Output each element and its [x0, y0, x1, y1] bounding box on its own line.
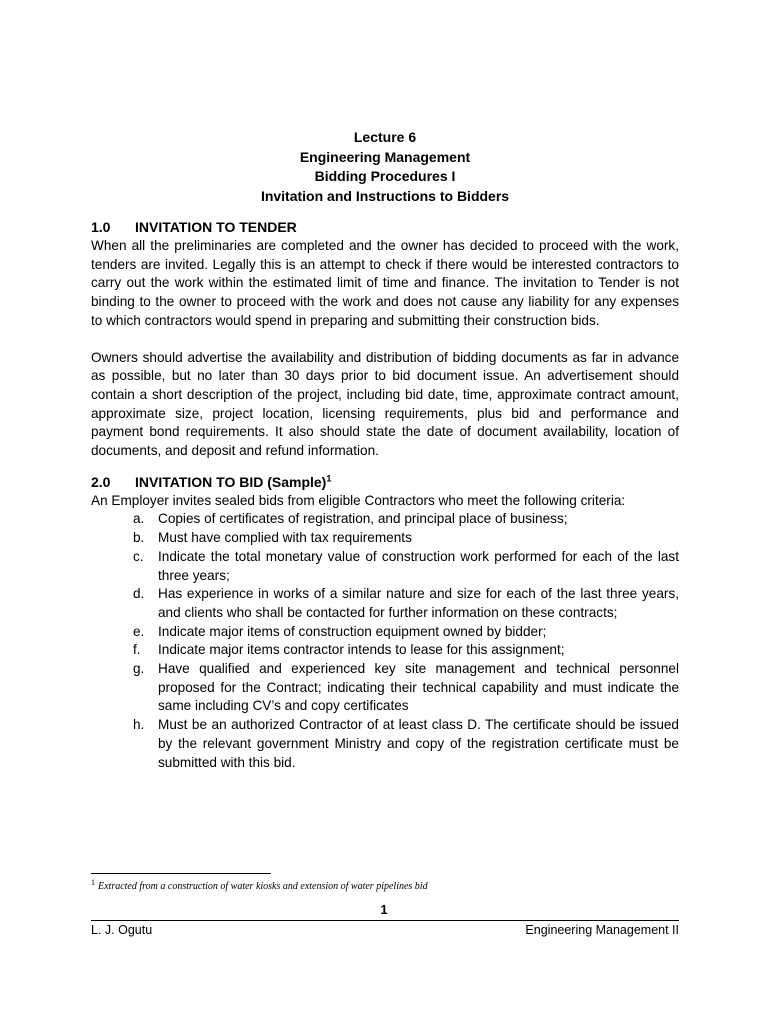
- list-item: [133, 585, 679, 622]
- list-item-text: Indicate major items contractor intends to lease for this assignment;: [158, 642, 565, 658]
- page-number: 1: [380, 902, 388, 917]
- list-item-text: Must have complied with tax requirements: [158, 530, 412, 546]
- lecture-number: Lecture 6: [353, 129, 417, 145]
- topic-title: Bidding Procedures I: [314, 168, 456, 184]
- course-title: Engineering Management: [299, 148, 471, 165]
- list-item-text: Indicate major items of construction equipment owned by bidder;: [158, 623, 547, 639]
- list-item-letter: a.: [133, 511, 145, 527]
- document-body: [91, 128, 679, 772]
- list-item-letter: c.: [133, 548, 144, 564]
- footnote-text: Extracted from a construction of water kiosks and extension of water pipelines bid: [98, 881, 428, 892]
- list-item-text: Copies of certificates of registration, and principal place of business;: [158, 511, 568, 527]
- section-1-heading: [91, 218, 679, 237]
- list-item: [133, 623, 679, 642]
- list-item-letter: g.: [133, 661, 145, 677]
- list-item-text: Have qualified and experienced key site management and technical personnel proposed for the Contract; indicating their technical capability and must indicate the same including CV’s and copy certificates: [158, 661, 679, 714]
- list-item-text: Has experience in works of a similar nature and size for each of the last three years, and clients who shall be contacted for further information on these contracts;: [158, 586, 679, 620]
- footer-divider: [91, 920, 679, 921]
- section-2-heading: [91, 473, 679, 492]
- list-item-letter: e.: [133, 623, 145, 639]
- criteria-list: [91, 510, 679, 772]
- section-2-intro: An Employer invites sealed bids from eligible Contractors who meet the following criteria:: [91, 492, 626, 508]
- list-item-letter: d.: [133, 586, 145, 602]
- document-title-block: [91, 128, 679, 206]
- footer-author: L. J. Ogutu: [91, 923, 153, 937]
- section-1-number: 1.0: [91, 219, 111, 235]
- footnote: [91, 877, 428, 893]
- list-item: [133, 660, 679, 716]
- section-1-title: INVITATION TO TENDER: [135, 219, 297, 235]
- list-item-text: Must be an authorized Contractor of at least class D. The certificate should be issued by the relevant government Ministry and copy of the registration certificate must be submitted with this bid.: [158, 717, 679, 770]
- footnote-reference[interactable]: 1: [326, 473, 332, 484]
- list-item-letter: f.: [133, 642, 141, 658]
- footer-course: Engineering Management II: [525, 923, 679, 937]
- list-item: [133, 529, 679, 548]
- section-2-title: INVITATION TO BID (Sample): [135, 473, 327, 490]
- subtopic-title: Invitation and Instructions to Bidders: [260, 187, 510, 204]
- list-item-letter: h.: [133, 717, 145, 733]
- section-2-number: 2.0: [91, 473, 111, 490]
- section-1-paragraph-2: Owners should advertise the availability and distribution of bidding documents as far in advance as possible, but no later than 30 days prior to bid document issue. An advertisement should contain a short description of the project, including bid date, time, approximate contract amount, approximate size, project location, licensing requirements, plus bid and performance and payment bond requirements. It also should state the date of document availability, location of documents, and deposit and refund information.: [91, 349, 679, 459]
- section-1-paragraph-1: When all the preliminaries are completed and the owner has decided to proceed with the work, tenders are invited. Legally this is an attempt to check if there would be interested contractors to carry out the work within the estimated limit of time and finance. The invitation to Tender is not binding to the owner to proceed with the work and does not cause any liability for any expenses to which contractors would spend in preparing and submitting their construction bids.: [91, 238, 679, 328]
- list-item: [133, 548, 679, 585]
- list-item: [133, 716, 679, 772]
- footnote-marker: 1: [91, 877, 95, 887]
- list-item-text: Indicate the total monetary value of construction work performed for each of the last three years;: [158, 548, 679, 583]
- list-item-letter: b.: [133, 530, 145, 546]
- list-item: [133, 641, 679, 660]
- footnote-divider: [91, 873, 271, 874]
- list-item: [133, 510, 679, 529]
